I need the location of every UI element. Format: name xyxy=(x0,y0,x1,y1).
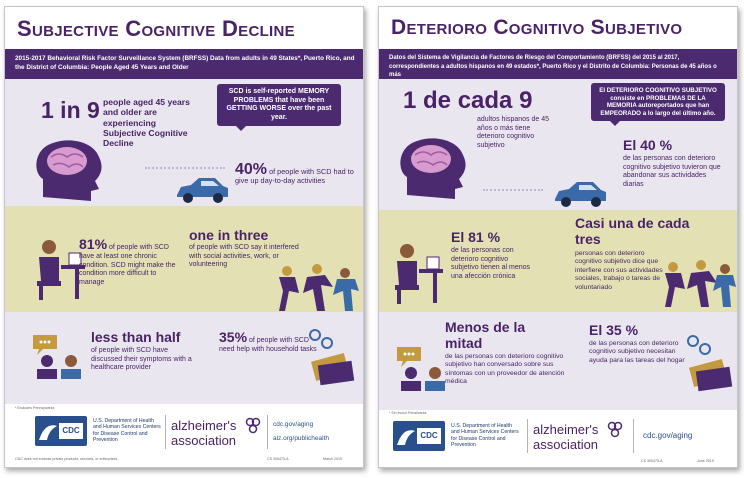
stat-5-big: less than half xyxy=(91,329,181,345)
definition-bubble: SCD is self-reported MEMORY PROBLEMS that have been GETTING WORSE over the past year. xyxy=(217,84,341,126)
stat-4-big: one in three xyxy=(189,227,269,243)
cdc-logo xyxy=(393,421,445,451)
stat-3 xyxy=(79,236,179,288)
stat-3-pct: 81% xyxy=(79,236,108,252)
definition-bubble: El DETERIORO COGNITIVO SUBJETIVO consiste en PROBLEMAS DE LA MEMORIA autoreportados que han EMPEORADO a lo largo del último año. xyxy=(591,83,725,121)
stat-6-pct: El 35 % xyxy=(589,322,639,338)
publication-date: March 2019 xyxy=(323,457,342,461)
stat-3-pct: El 81 % xyxy=(451,229,501,245)
subtitle-band xyxy=(5,49,363,79)
stat-2-pct: 40% xyxy=(235,161,268,178)
stat-5-big: Menos de la mitad xyxy=(445,319,526,351)
footnote: * Excludes Pennsylvania xyxy=(15,406,55,410)
disclaimer: CDC does not endorse private products, services, or enterprises. xyxy=(15,457,119,461)
footer-divider-2 xyxy=(267,415,268,449)
car-icon xyxy=(551,179,609,209)
people-exercising-icon xyxy=(273,263,361,313)
person-at-desk-icon xyxy=(393,241,443,305)
money-cards-icon xyxy=(683,333,737,395)
hhs-agency-text: U.S. Department of Health and Human Services Centers for Disease Control and Prevention xyxy=(93,418,161,443)
cdc-wordmark: CDC xyxy=(62,426,80,435)
dotted-path xyxy=(483,189,543,191)
brain-icon xyxy=(33,137,108,203)
alz-logo-icon xyxy=(607,421,623,439)
cdc-wordmark: CDC xyxy=(420,431,438,440)
stat-1-big: 1 de cada 9 xyxy=(403,87,533,114)
stat-2-text: of people with SCD had to give up day-to-day activities xyxy=(235,167,354,185)
stat-2-text: de las personas con deterioro cognitivo subjetivo tuvieron que abandonar sus actividades diarias xyxy=(623,155,721,188)
stat-6-text: of people with SCD need help with household tasks xyxy=(219,337,317,353)
poster-english xyxy=(4,6,364,468)
poster-subtitle: Datos del Sistema de Vigilancia de Factores de Riesgo del Comportamiento (BRFSS) del 2015 al 2017, correspondientes a adultos hispanos en 49 estados*, Puerto Rico y el Distrito de Columbia: Personas de 45 años o más xyxy=(389,55,717,78)
subtitle-band xyxy=(379,49,737,79)
title-band xyxy=(379,7,737,49)
stat-4-text: personas con deterioro cognitivo subjetivo dice que interfiere con sus actividades sociales, trabajo o tareas de voluntariado xyxy=(575,250,663,291)
stat-2-pct: El 40 % xyxy=(623,137,673,153)
link-alz-publichealth[interactable]: alz.org/publichealth xyxy=(273,435,330,442)
money-cards-icon xyxy=(305,327,359,389)
stat-4-big: Casi una de cada tres xyxy=(575,215,690,247)
stat-5-text: de las personas con deterioro cognitivo subjetivo han conversado sobre sus síntomas con un proveedor de atención médica xyxy=(445,353,565,386)
stat-3-text: de las personas con deterioro cognitivo subjetivo tienen al menos una afección crónica xyxy=(451,247,530,280)
footer-divider xyxy=(165,415,166,449)
alz-wordmark-line-1: alzheimer's xyxy=(171,418,237,433)
footer-divider-2 xyxy=(633,419,634,453)
link-cdc-aging[interactable]: cdc.gov/aging xyxy=(273,421,314,428)
stat-6-pct: 35% xyxy=(219,329,248,345)
title-band xyxy=(5,7,363,49)
stat-1-text: people aged 45 years and older are experiencing Subjective Cognitive Decline xyxy=(103,97,190,149)
stat-1-big: 1 in 9 xyxy=(41,97,100,123)
poster-title: Subjective Cognitive Decline xyxy=(17,16,295,41)
stat-6-text: de las personas con deterioro cognitivo subjetivo necesitan ayuda para las tareas del hogar xyxy=(589,340,685,364)
link-cdc-aging[interactable]: cdc.gov/aging xyxy=(643,431,693,440)
brain-icon xyxy=(397,135,472,201)
footnote: * Sin incluir Pensilvania xyxy=(389,411,427,415)
alz-logo-icon xyxy=(245,417,261,435)
stat-1-text: adultos hispanos de 45 años o más tiene deterioro cognitivo subjetivo xyxy=(477,116,549,149)
poster-spanish xyxy=(378,6,738,468)
publication-code: CS 300475-A xyxy=(641,459,663,463)
poster-subtitle: 2015-2017 Behavioral Risk Factor Surveillance System (BRFSS) Data from adults in 49 States*, Puerto Rico, and the District of Columbia: People Aged 45 Years and Older xyxy=(15,55,355,71)
footer-divider xyxy=(527,419,528,453)
person-at-desk-icon xyxy=(35,237,85,301)
dotted-path xyxy=(145,167,225,169)
alz-wordmark-line-2: association xyxy=(171,433,237,448)
chat-bubble-doctor-icon xyxy=(393,343,453,391)
stat-2 xyxy=(235,161,355,185)
alz-wordmark-line-1: alzheimer's xyxy=(533,422,599,437)
publication-code: CS 300475-A xyxy=(267,457,289,461)
cdc-logo xyxy=(35,416,87,446)
stat-3-text: of people with SCD have at least one chronic condition. SCD might make the condition more difficult to manage xyxy=(79,244,176,287)
stat-4-text: of people with SCD say it interfered with social activities, work, or volunteering xyxy=(189,244,299,269)
poster-title: Deterioro Cognitivo Subjetivo xyxy=(391,16,683,39)
chat-bubble-doctor-icon xyxy=(29,331,89,379)
publication-date: June 2019 xyxy=(697,459,714,463)
alz-wordmark-line-2: association xyxy=(533,437,599,452)
car-icon xyxy=(173,175,231,205)
hhs-agency-text: U.S. Department of Health and Human Services Centers for Disease Control and Prevention xyxy=(451,423,519,448)
stat-6 xyxy=(219,329,319,354)
people-exercising-icon xyxy=(661,259,737,309)
stat-5-text: of people with SCD have discussed their symptoms with a healthcare provider xyxy=(91,347,192,372)
